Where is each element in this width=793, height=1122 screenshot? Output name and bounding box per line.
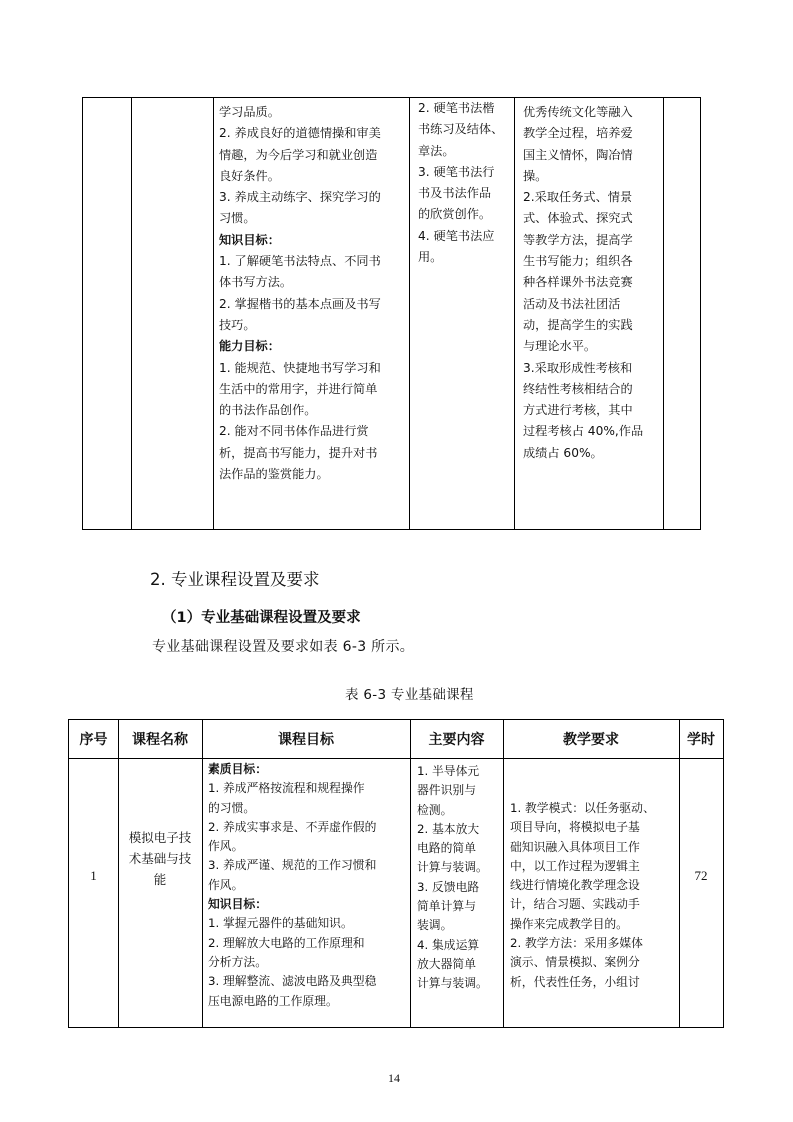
table-divider: [514, 98, 515, 529]
text-line: 1. 能规范、快捷地书写学习和: [219, 360, 381, 375]
header-index: 序号: [79, 732, 108, 748]
section-heading: 2. 专业课程设置及要求: [150, 570, 320, 589]
intro-paragraph: 专业基础课程设置及要求如表 6-3 所示。: [152, 639, 415, 655]
course-goals-cell: [219, 102, 381, 485]
text-line: 作风。: [208, 839, 244, 854]
text-line: 优秀传统文化等融入: [523, 105, 633, 119]
text-line: 章法。: [418, 143, 455, 158]
text-line: 检测。: [417, 802, 453, 817]
main-content-cell: [418, 98, 503, 268]
text-line: 动，提高学生的实践: [523, 317, 633, 332]
table-divider: [503, 720, 504, 1027]
text-line: 能力目标：: [219, 339, 280, 354]
text-line: 教学全过程，培养爱: [523, 126, 633, 141]
course-name-cell: [118, 827, 202, 890]
text-line: 书练习及结体、: [418, 122, 504, 137]
text-line: 放大器简单: [417, 956, 476, 971]
text-line: 3. 硬笔书法行: [418, 164, 495, 179]
text-line: 压电源电路的工作原理。: [208, 993, 338, 1008]
header-main-content: 主要内容: [428, 732, 485, 748]
text-line: 生活中的常用字，并进行简单: [219, 381, 378, 396]
text-line: 的习惯。: [208, 800, 256, 815]
text-line: 的书法作品创作。: [219, 403, 317, 418]
text-line: 生书写能力；组织各: [523, 254, 633, 269]
text-line: 电路的简单: [417, 841, 476, 856]
teaching-requirements-cell: [523, 102, 643, 464]
text-line: 与理论水平。: [523, 339, 597, 354]
text-line: 4. 集成运算: [417, 937, 480, 952]
header-hours: 学时: [687, 732, 715, 748]
text-line: 3. 养成主动练字、探究学习的: [219, 190, 381, 205]
text-line: 计，结合习题、实践动手: [510, 897, 640, 912]
text-line: 简单计算与: [417, 899, 476, 914]
text-line: 3. 理解整流、滤波电路及典型稳: [208, 974, 377, 989]
text-line: 2. 能对不同书体作品进行赏: [219, 424, 369, 439]
text-line: 式、体验式、探究式: [523, 211, 633, 226]
table-divider: [663, 98, 664, 529]
text-line: 作风。: [208, 877, 244, 892]
text-line: 种各样课外书法竞赛: [523, 275, 633, 290]
text-line: 用。: [418, 250, 443, 265]
text-line: 知识目标：: [219, 232, 280, 247]
text-line: 术基础与技: [128, 851, 192, 866]
text-line: 国主义情怀，陶冶情: [523, 147, 633, 162]
text-line: 的欣赏创作。: [418, 207, 492, 222]
text-line: 础知识融入具体项目工作: [510, 839, 640, 854]
text-line: 2. 理解放大电路的工作原理和: [208, 935, 365, 950]
text-line: 4. 硬笔书法应: [418, 228, 495, 243]
text-line: 过程考核占 40%,作品: [523, 424, 644, 439]
text-line: 学习品质。: [219, 105, 280, 119]
main-content-cell: [417, 762, 488, 994]
foundation-course-table: [68, 719, 724, 1028]
row-index: 1: [90, 868, 97, 883]
text-line: 活动及书法社团活: [523, 296, 621, 311]
table-divider: [131, 98, 132, 529]
header-teaching-requirements: 教学要求: [563, 732, 619, 748]
text-line: 1. 养成严格按流程和规程操作: [208, 781, 365, 796]
text-line: 1. 掌握元器件的基础知识。: [208, 916, 353, 931]
text-line: 项目导向，将模拟电子基: [510, 820, 640, 835]
text-line: 1. 了解硬笔书法特点、不同书: [219, 254, 381, 269]
text-line: 习惯。: [219, 211, 256, 226]
text-line: 线进行情境化教学理念设: [510, 878, 640, 893]
hours-cell: 72: [694, 868, 708, 883]
text-line: 计算与装调。: [417, 860, 488, 875]
text-line: 分析方法。: [208, 954, 267, 969]
text-line: 模拟电子技: [128, 830, 192, 845]
text-line: 体书写方法。: [219, 275, 293, 290]
text-line: 装调。: [417, 918, 453, 933]
text-line: 良好条件。: [219, 168, 280, 183]
table-divider: [410, 720, 411, 1027]
course-goals-cell: [208, 760, 376, 1011]
text-line: 1. 半导体元: [417, 764, 480, 778]
text-line: 素质目标：: [208, 762, 267, 776]
text-line: 中，以工作过程为逻辑主: [510, 858, 640, 873]
text-line: 3. 反馈电路: [417, 879, 480, 894]
text-line: 析，代表性任务，小组讨: [510, 974, 640, 989]
text-line: 终结性考核相结合的: [523, 381, 633, 396]
text-line: 2. 基本放大: [417, 821, 480, 836]
table-divider: [409, 98, 410, 529]
text-line: 3. 养成严谨、规范的工作习惯和: [208, 858, 377, 873]
text-line: 情趣，为今后学习和就业创造: [219, 147, 378, 162]
text-line: 书及书法作品: [418, 186, 492, 201]
text-line: 知识目标：: [208, 897, 267, 912]
text-line: 等教学方法，提高学: [523, 232, 633, 247]
header-course-name: 课程名称: [132, 732, 188, 748]
table-divider: [202, 720, 203, 1027]
text-line: 1. 教学模式：以任务驱动、: [510, 801, 655, 815]
text-line: 方式进行考核，其中: [523, 403, 633, 418]
text-line: 2. 教学方法：采用多媒体: [510, 936, 643, 951]
subsection-heading: （1）专业基础课程设置及要求: [162, 610, 361, 626]
text-line: 析，提高书写能力，提升对书: [219, 445, 378, 460]
text-line: 演示、情景模拟、案例分: [510, 955, 640, 970]
text-line: 2.采取任务式、情景: [523, 190, 633, 205]
text-line: 2. 硬笔书法楷: [418, 101, 495, 115]
teaching-requirements-cell: [510, 799, 655, 992]
text-line: 操作来完成教学目的。: [510, 916, 628, 931]
text-line: 2. 掌握楷书的基本点画及书写: [219, 296, 381, 311]
text-line: 计算与装调。: [417, 976, 488, 991]
continued-course-table: [82, 97, 701, 530]
text-line: 3.采取形成性考核和: [523, 360, 633, 375]
text-line: 器件识别与: [417, 783, 476, 798]
page-number: 14: [388, 1071, 400, 1085]
header-course-goals: 课程目标: [278, 732, 334, 748]
text-line: 法作品的鉴赏能力。: [219, 467, 329, 482]
table-caption: 表 6-3 专业基础课程: [345, 687, 474, 703]
text-line: 能: [153, 872, 167, 887]
text-line: 操。: [523, 168, 548, 183]
text-line: 2. 养成良好的道德情操和审美: [219, 126, 381, 141]
header-divider: [69, 758, 723, 759]
text-line: 成绩占 60%。: [523, 445, 603, 460]
text-line: 技巧。: [219, 317, 256, 332]
table-divider: [213, 98, 214, 529]
text-line: 2. 养成实事求是、不弄虚作假的: [208, 819, 377, 834]
